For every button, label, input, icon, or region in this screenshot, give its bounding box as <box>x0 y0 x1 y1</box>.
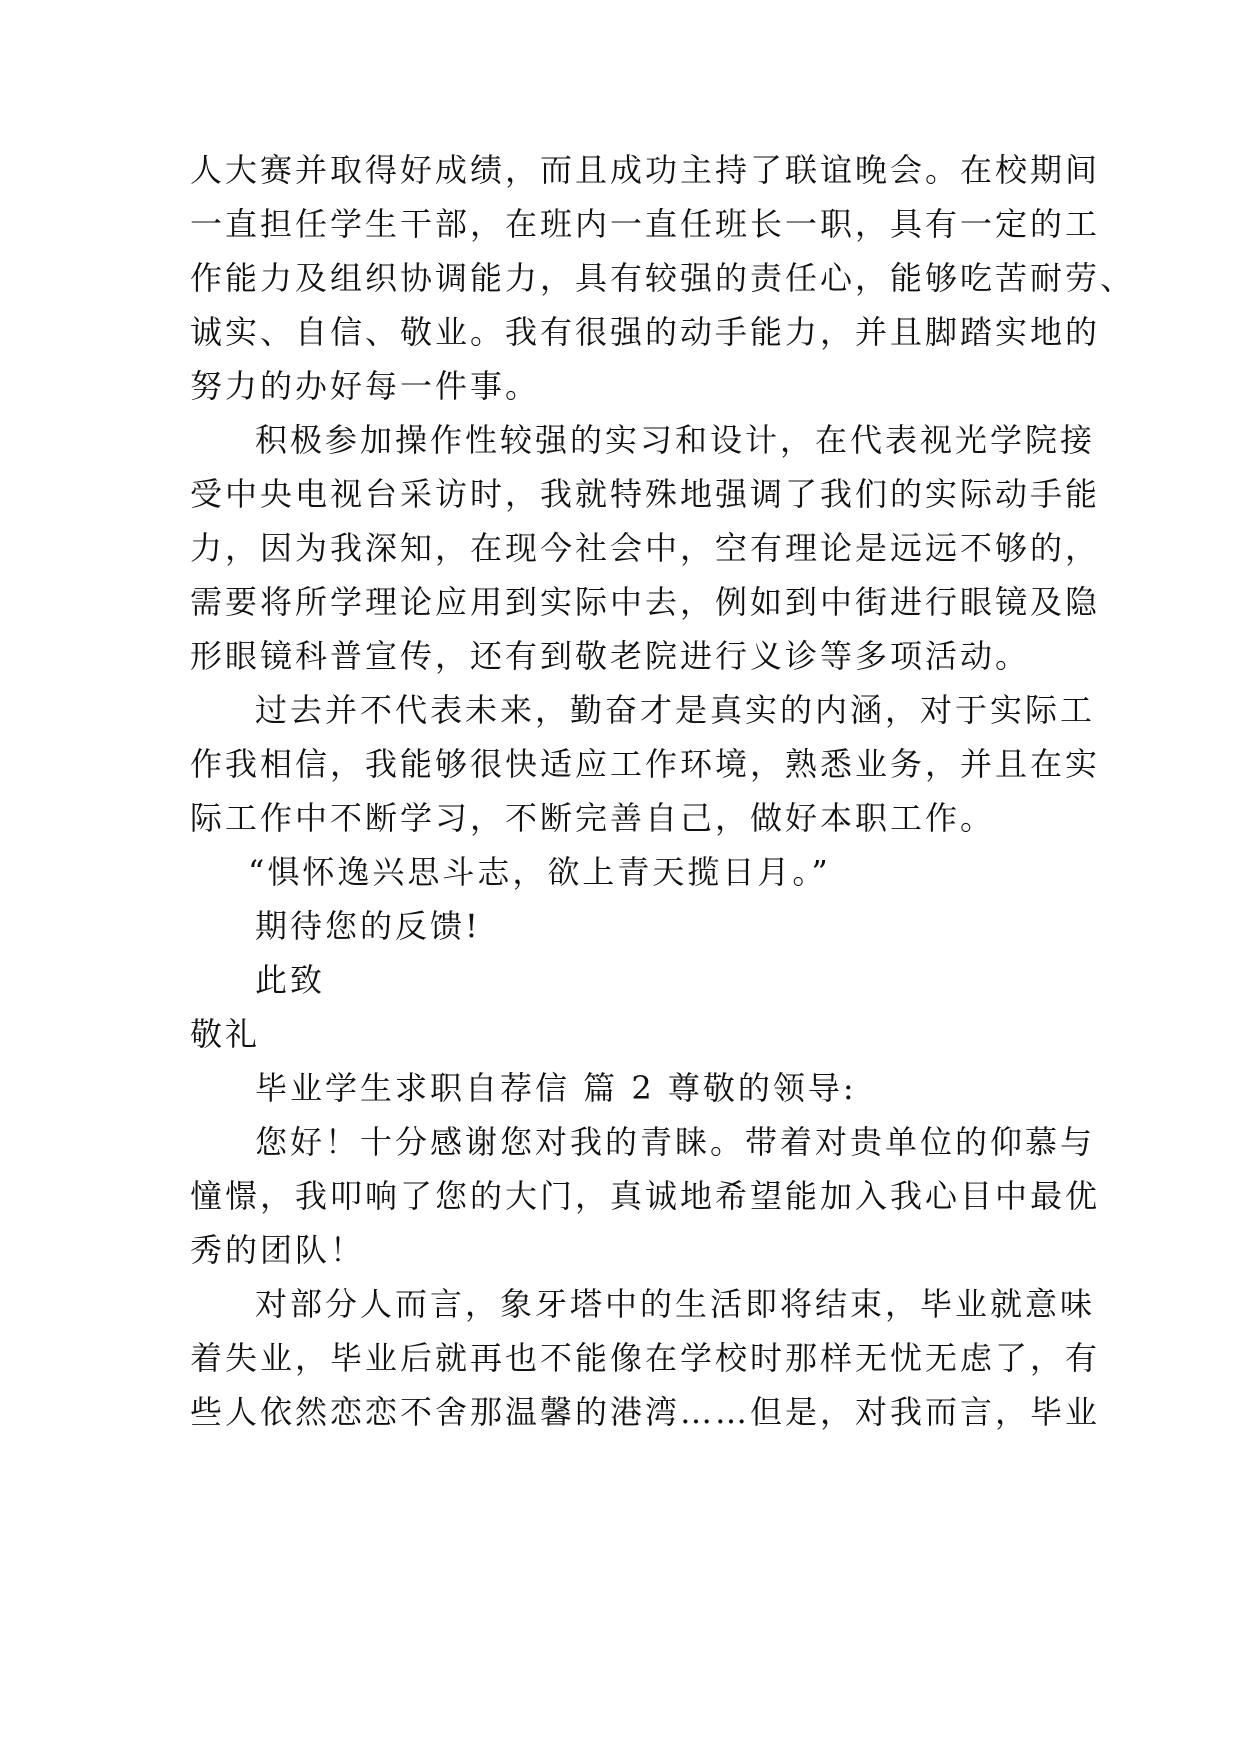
text-line-10: 形眼镜科普宣传，还有到敬老院进行义诊等多项活动。 <box>190 637 1031 675</box>
text-line-8: 力，因为我深知，在现今社会中，空有理论是远远不够的， <box>190 529 1101 567</box>
salutation-jingli: 敬礼 <box>190 1015 261 1053</box>
text-line-3: 作能力及组织协调能力，具有较强的责任心，能够吃苦耐劳、 <box>190 259 1136 297</box>
text-line-13: 际工作中不断学习，不断完善自己，做好本职工作。 <box>190 799 996 837</box>
text-line-21: 秀的团队！ <box>190 1231 366 1269</box>
text-line-5: 努力的办好每一件事。 <box>190 367 541 405</box>
text-line-12: 作我相信，我能够很快适应工作环境，熟悉业务，并且在实 <box>190 745 1101 783</box>
text-line-4: 诚实、自信、敬业。我有很强的动手能力，并且脚踏实地的 <box>190 313 1101 351</box>
text-line-22: 对部分人而言，象牙塔中的生活即将结束，毕业就意味 <box>255 1285 1096 1323</box>
text-line-11: 过去并不代表未来，勤奋才是真实的内涵，对于实际工 <box>255 691 1096 729</box>
text-line-2: 一直担任学生干部，在班内一直任班长一职，具有一定的工 <box>190 205 1101 243</box>
closing-line: 期待您的反馈! <box>255 907 481 945</box>
text-line-1: 人大赛并取得好成绩，而且成功主持了联谊晚会。在校期间 <box>190 151 1101 189</box>
salutation-cizhi: 此致 <box>255 961 326 999</box>
section-heading: 毕业学生求职自荐信 篇 2 尊敬的领导: <box>255 1069 857 1107</box>
text-line-6: 积极参加操作性较强的实习和设计，在代表视光学院接 <box>255 421 1096 459</box>
text-line-19: 您好！十分感谢您对我的青睐。带着对贵单位的仰慕与 <box>255 1123 1096 1161</box>
text-line-9: 需要将所学理论应用到实际中去，例如到中街进行眼镜及隐 <box>190 583 1101 621</box>
quote-line: “惧怀逸兴思斗志，欲上青天揽日月。” <box>248 853 831 891</box>
text-line-23: 着失业，毕业后就再也不能像在学校时那样无忧无虑了，有 <box>190 1339 1101 1377</box>
text-line-20: 憧憬，我叩响了您的大门，真诚地希望能加入我心目中最优 <box>190 1177 1101 1215</box>
text-line-24: 些人依然恋恋不舍那温馨的港湾……但是，对我而言，毕业 <box>190 1393 1101 1431</box>
text-line-7: 受中央电视台采访时，我就特殊地强调了我们的实际动手能 <box>190 475 1101 513</box>
